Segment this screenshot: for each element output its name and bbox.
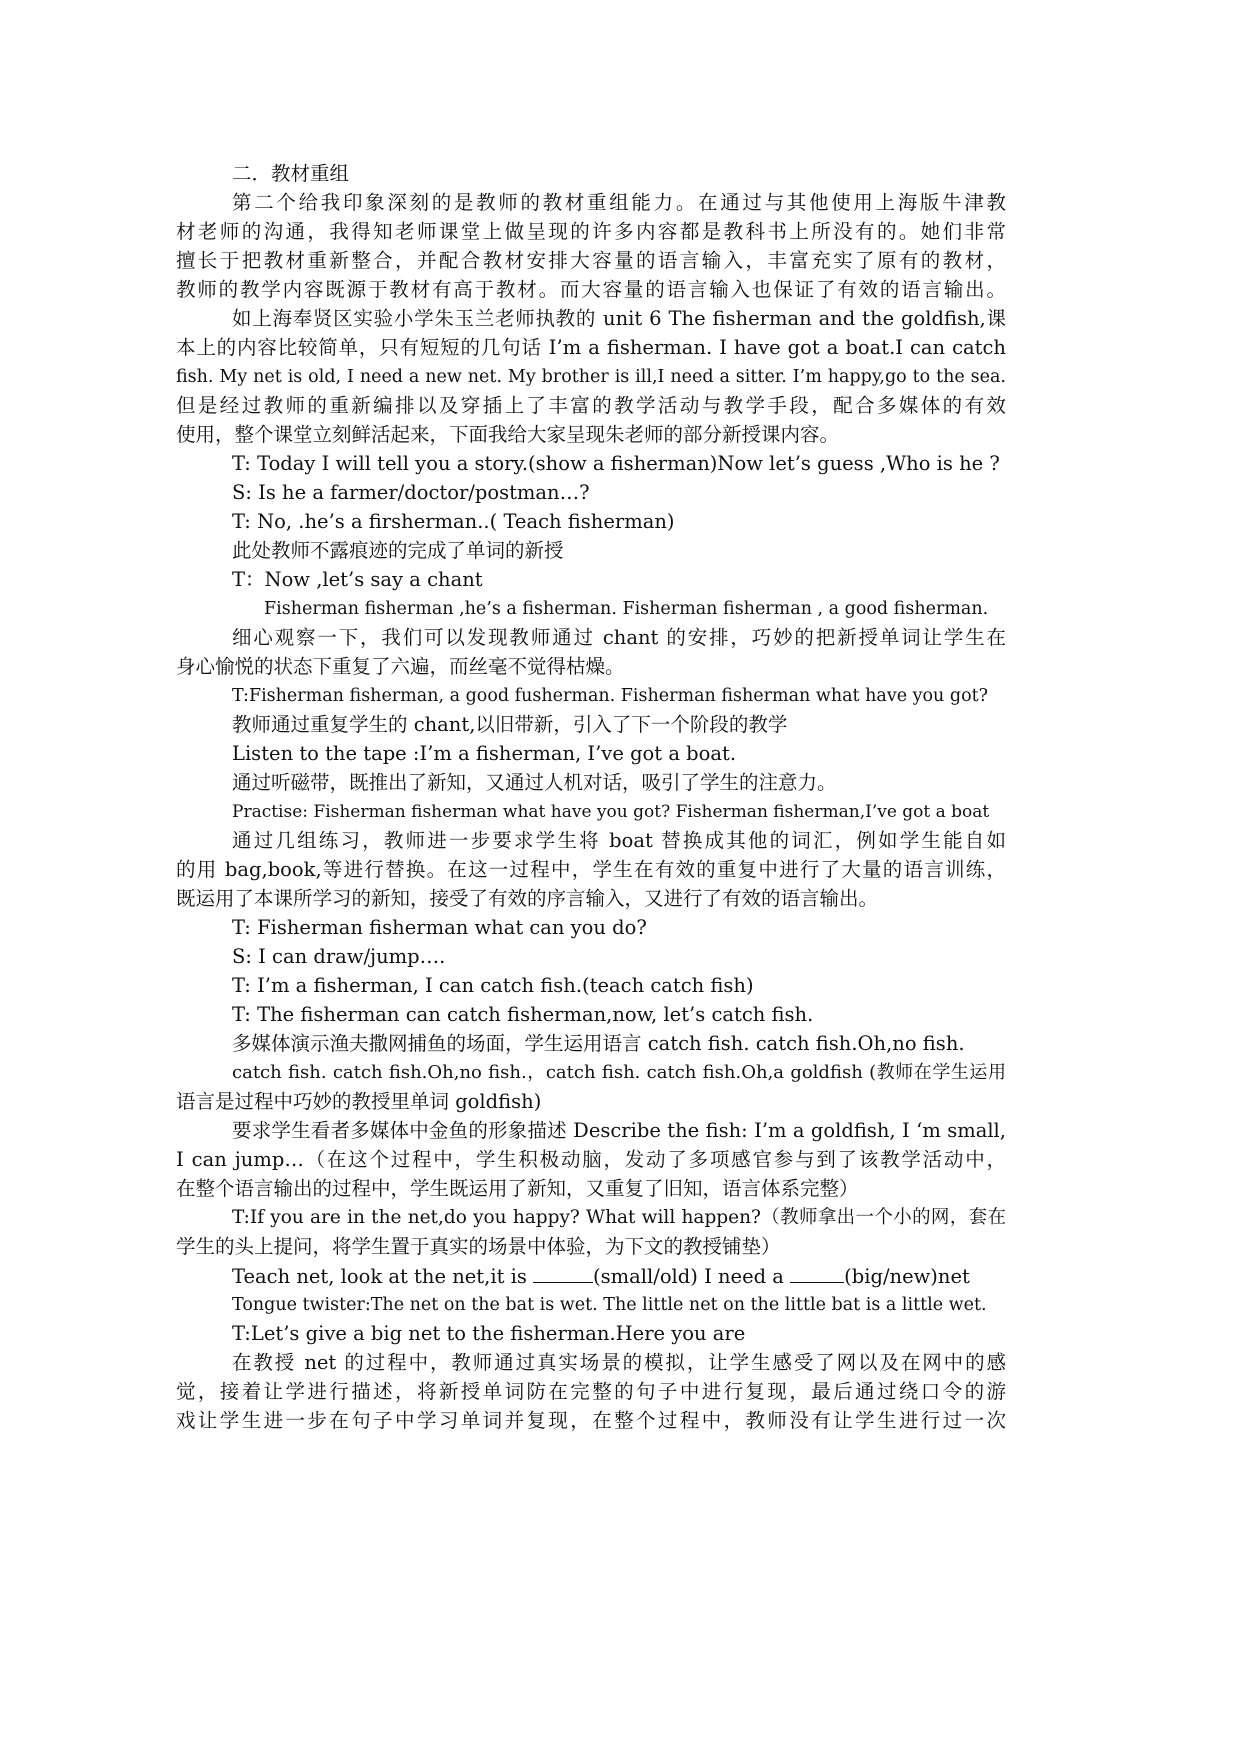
- text-line: S: I can draw/jump….: [232, 945, 446, 968]
- section-title: 二．教材重组: [232, 162, 350, 185]
- text-line: 此处教师不露痕迹的完成了单词的新授: [232, 539, 564, 562]
- fill-blank-2: [790, 1264, 844, 1283]
- text-line: 教师通过重复学生的 chant,以旧带新，引入了下一个阶段的教学: [232, 713, 788, 736]
- text-line: T: Fisherman fisherman what can you do?: [232, 916, 647, 939]
- fill-blank-1: [533, 1264, 593, 1283]
- text-line: 在教授 net 的过程中，教师通过真实场景的模拟，让学生感受了网以及在网中的感: [232, 1351, 1006, 1374]
- text-line: 使用，整个课堂立刻鲜活起来，下面我给大家呈现朱老师的部分新授课内容。: [176, 423, 840, 446]
- text-line: 身心愉悦的状态下重复了六遍，而丝毫不觉得枯燥。: [176, 655, 625, 678]
- text-line: S: Is he a farmer/doctor/postman…?: [232, 481, 590, 504]
- text-line: 多媒体演示渔夫撒网捕鱼的场面，学生运用语言 catch fish. catch fish.Oh,no fish.: [232, 1032, 965, 1055]
- text-line: T: No, .he’s a firsherman..( Teach fisherman): [232, 510, 675, 533]
- text-line: 通过听磁带，既推出了新知，又通过人机对话，吸引了学生的注意力。: [232, 771, 837, 794]
- text-line: 要求学生看者多媒体中金鱼的形象描述 Describe the fish: I’m a goldfish, I ‘m small,: [232, 1119, 1006, 1142]
- teach-net-line: [232, 1264, 970, 1290]
- text-line: 的用 bag,book,等进行替换。在这一过程中，学生在有效的重复中进行了大量的语言训练，: [176, 858, 1006, 881]
- text-line: T：Now ,let’s say a chant: [232, 568, 483, 591]
- text-line: Listen to the tape :I’m a fisherman, I’ve got a boat.: [232, 742, 737, 765]
- text-line: T: The fisherman can catch fisherman,now, let’s catch fish.: [232, 1003, 814, 1026]
- teach-net-text-middle: (small/old) I need a: [593, 1265, 791, 1288]
- text-line: Practise: Fisherman fisherman what have you got? Fisherman fisherman,I’ve got a boat: [232, 802, 990, 822]
- text-line: 擅长于把教材重新整合，并配合教材安排大容量的语言输入，丰富充实了原有的教材，: [176, 249, 1006, 272]
- text-line: fish. My net is old, I need a new net. My brother is ill,I need a sitter. I’m happy,go to the sea.: [176, 367, 1006, 387]
- text-line: 学生的头上提问，将学生置于真实的场景中体验，为下文的教授铺垫）: [176, 1235, 781, 1258]
- text-line: 觉，接着让学进行描述，将新授单词防在完整的句子中进行复现，最后通过绕口令的游: [176, 1380, 1006, 1403]
- text-line: T: Today I will tell you a story.(show a fisherman)Now let’s guess ,Who is he ?: [232, 452, 1000, 475]
- text-line: 材老师的沟通，我得知老师课堂上做呈现的许多内容都是教科书上所没有的。她们非常: [176, 220, 1006, 243]
- text-line: T: I’m a fisherman, I can catch fish.(teach catch fish): [232, 974, 754, 997]
- text-line: 戏让学生进一步在句子中学习单词并复现，在整个过程中，教师没有让学生进行过一次: [176, 1409, 1006, 1432]
- text-line: 教师的教学内容既源于教材有高于教材。而大容量的语言输入也保证了有效的语言输出。: [176, 278, 1006, 301]
- teach-net-text-after: (big/new)net: [844, 1265, 970, 1288]
- text-line: Fisherman fisherman ,he’s a fisherman. Fisherman fisherman , a good fisherman.: [264, 599, 989, 619]
- text-line: 如上海奉贤区实验小学朱玉兰老师执教的 unit 6 The fisherman and the goldfish,课: [232, 307, 1006, 330]
- text-line: Tongue twister:The net on the bat is wet. The little net on the little bat is a little wet.: [232, 1295, 987, 1315]
- text-line: 本上的内容比较简单，只有短短的几句话 I’m a fisherman. I have got a boat.I can catch: [176, 336, 1006, 359]
- text-line: 第二个给我印象深刻的是教师的教材重组能力。在通过与其他使用上海版牛津教: [232, 191, 1006, 214]
- teach-net-text-before: Teach net, look at the net,it is: [232, 1265, 534, 1288]
- text-line: T:Fisherman fisherman, a good fusherman. Fisherman fisherman what have you got?: [232, 686, 989, 706]
- text-line: T:Let’s give a big net to the fisherman.Here you are: [232, 1322, 746, 1345]
- text-line: I can jump…（在这个过程中，学生积极动脑，发动了多项感官参与到了该教学活动中，: [176, 1148, 1006, 1171]
- text-line: 既运用了本课所学习的新知，接受了有效的序言输入，又进行了有效的语言输出。: [176, 887, 879, 910]
- text-line: T:If you are in the net,do you happy? What will happen?（教师拿出一个小的网，套在: [232, 1207, 1006, 1228]
- text-line: 细心观察一下，我们可以发现教师通过 chant 的安排，巧妙的把新授单词让学生在: [232, 626, 1006, 649]
- text-line: 通过几组练习，教师进一步要求学生将 boat 替换成其他的词汇，例如学生能自如: [232, 829, 1006, 852]
- text-line: catch fish. catch fish.Oh,no fish.，catch fish. catch fish.Oh,a goldfish (教师在学生运用: [232, 1062, 1006, 1083]
- text-line: 在整个语言输出的过程中，学生既运用了新知，又重复了旧知，语言体系完整）: [176, 1177, 859, 1200]
- text-line: 语言是过程中巧妙的教授里单词 goldfish): [176, 1090, 542, 1113]
- text-line: 但是经过教师的重新编排以及穿插上了丰富的教学活动与教学手段，配合多媒体的有效: [176, 394, 1006, 417]
